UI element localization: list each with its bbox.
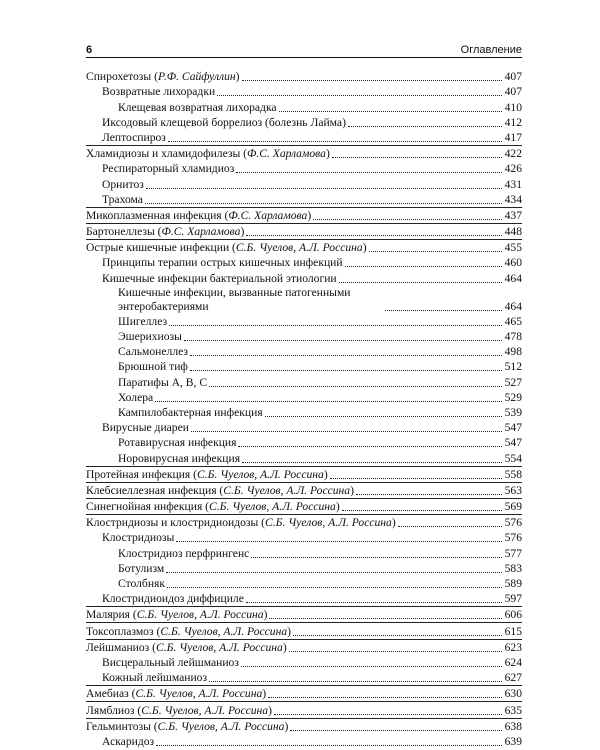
toc-entry-close-paren: )	[263, 608, 268, 622]
toc-entry-author: С.Б. Чуелов, А.Л. Россина	[160, 624, 288, 638]
toc-entry[interactable]	[86, 718, 522, 734]
toc-entry-page: 623	[504, 640, 522, 654]
toc-entry-text: Протейная инфекция (	[86, 467, 198, 481]
dot-leader	[169, 324, 502, 326]
dot-leader	[190, 354, 502, 356]
toc-entry-title	[102, 162, 234, 176]
toc-entry-author: С.Б. Чуелов, А.Л. Россина	[265, 516, 392, 530]
toc-entry-title	[86, 516, 396, 530]
toc-entry-text: Возвратные лихорадки	[102, 85, 216, 99]
toc-entry[interactable]	[86, 145, 522, 161]
toc-entry-text: Столбняк	[118, 577, 165, 590]
toc-entry-author: Ф.С. Харламова	[161, 225, 241, 239]
toc-entry[interactable]	[86, 176, 522, 191]
toc-entry-title	[118, 315, 167, 329]
dot-leader	[369, 250, 502, 252]
toc-entry-title	[118, 391, 153, 405]
dot-leader	[209, 385, 502, 387]
toc-entry-page: 624	[504, 655, 522, 669]
toc-entry[interactable]	[86, 84, 522, 99]
table-of-contents	[86, 69, 522, 749]
toc-entry[interactable]	[86, 450, 522, 465]
page-number: 6	[86, 44, 93, 56]
toc-entry-text: Хламидиозы и хламидофилезы (	[86, 147, 247, 161]
toc-entry-close-paren: )	[262, 687, 267, 701]
toc-entry[interactable]	[86, 514, 522, 530]
toc-entry[interactable]	[86, 655, 522, 670]
dot-leader	[167, 586, 502, 588]
toc-entry[interactable]	[86, 374, 522, 389]
toc-entry-title	[118, 436, 236, 450]
toc-entry-title	[86, 720, 288, 734]
toc-entry-page: 422	[504, 147, 522, 161]
toc-entry-author: С.Б. Чуелов, А.Л. Россина	[136, 608, 264, 622]
dot-leader	[191, 430, 502, 432]
toc-entry-page: 417	[504, 130, 522, 144]
toc-entry-page: 407	[504, 70, 522, 84]
toc-entry[interactable]	[86, 561, 522, 576]
toc-entry-title	[118, 286, 383, 314]
toc-entry-page: 512	[504, 360, 522, 374]
dot-leader	[190, 369, 502, 371]
toc-entry-title	[118, 452, 240, 466]
toc-entry-text: Холера	[118, 390, 154, 404]
dot-leader	[246, 601, 502, 603]
dot-leader	[184, 339, 502, 341]
toc-entry-close-paren: )	[240, 225, 245, 239]
toc-entry-page: 597	[504, 592, 522, 606]
dot-leader	[313, 218, 502, 220]
dot-leader	[356, 493, 502, 495]
toc-entry-page: 638	[504, 719, 522, 733]
dot-leader	[166, 571, 502, 573]
toc-entry-page: 478	[504, 330, 522, 343]
toc-entry[interactable]	[86, 420, 522, 435]
toc-entry-text: Бартонеллезы (	[86, 225, 162, 239]
toc-entry[interactable]	[86, 622, 522, 638]
toc-entry-page: 630	[504, 687, 522, 701]
toc-entry-title	[102, 193, 143, 207]
dot-leader	[265, 415, 502, 417]
toc-entry-page: 558	[504, 467, 522, 481]
toc-entry-page: 639	[504, 734, 522, 748]
dot-leader	[246, 234, 502, 236]
toc-entry-page: 554	[504, 451, 522, 465]
toc-entry-title	[118, 406, 263, 420]
toc-entry-close-paren: )	[335, 500, 340, 514]
dot-leader	[242, 79, 502, 81]
toc-entry[interactable]	[86, 69, 522, 84]
toc-entry-text: Кишечные инфекции, вызванные патогенными энтеробактериями	[118, 285, 351, 313]
toc-entry-title	[86, 70, 240, 84]
toc-entry-close-paren: )	[235, 70, 240, 84]
toc-entry-page: 635	[504, 703, 522, 717]
toc-entry-title	[86, 687, 266, 701]
toc-entry-title	[86, 147, 330, 161]
toc-entry-close-paren: )	[325, 147, 330, 161]
toc-entry-page: 498	[504, 345, 522, 359]
toc-entry-text: Принципы терапии острых кишечных инфекций	[102, 256, 343, 270]
dot-leader	[168, 140, 502, 142]
toc-entry-author: С.Б. Чуелов, А.Л. Россина	[209, 500, 336, 514]
dot-leader	[269, 617, 502, 619]
dot-leader	[236, 171, 502, 173]
toc-entry-page: 434	[504, 192, 522, 206]
toc-entry-text: Лептоспироз	[102, 130, 166, 144]
toc-entry[interactable]	[86, 161, 522, 176]
toc-entry-page: 529	[504, 390, 522, 404]
toc-entry-text: Спирохетозы (	[86, 70, 158, 84]
dot-leader	[217, 94, 502, 96]
toc-entry-author: Р.Ф. Сайфуллин	[157, 70, 236, 84]
toc-entry-text: Кишечные инфекции бактериальной этиологии	[102, 271, 337, 285]
toc-entry-text: Трахома	[102, 192, 143, 206]
toc-entry-page: 410	[504, 100, 522, 114]
toc-entry[interactable]	[86, 99, 522, 114]
toc-entry[interactable]	[86, 314, 522, 329]
toc-entry[interactable]	[86, 130, 522, 145]
dot-leader	[339, 281, 502, 283]
toc-entry-close-paren: )	[282, 640, 287, 654]
toc-entry-text: Клебсиеллезная инфекция (	[86, 483, 224, 497]
toc-entry-title	[102, 531, 174, 545]
toc-entry-title	[102, 256, 343, 270]
toc-entry-author: С.Б. Чуелов, А.Л. Россина	[156, 640, 283, 654]
toc-entry-page: 627	[504, 671, 522, 685]
toc-entry-text: Кожный лейшманиоз	[102, 671, 208, 685]
toc-entry-author: С.Б. Чуелов, А.Л. Россина	[223, 483, 351, 497]
toc-entry-title	[86, 625, 291, 639]
toc-entry-page: 412	[504, 115, 522, 129]
toc-entry-text: Острые кишечные инфекции (	[86, 241, 236, 255]
toc-entry[interactable]	[86, 498, 522, 514]
toc-entry[interactable]	[86, 482, 522, 498]
toc-entry-page: 465	[504, 314, 522, 328]
toc-entry-author: С.Б. Чуелов, А.Л. Россина	[235, 241, 363, 255]
dot-leader	[289, 650, 502, 652]
toc-entry-title	[86, 500, 340, 514]
header-rule	[86, 57, 522, 58]
toc-entry-text: Ботулизм	[118, 561, 165, 575]
toc-entry-text: Шигеллез	[118, 314, 168, 328]
toc-entry-page: 431	[504, 177, 522, 191]
toc-entry[interactable]	[86, 606, 522, 622]
toc-entry-close-paren: )	[284, 719, 289, 733]
toc-entry-close-paren: )	[391, 516, 396, 530]
toc-entry-author: С.Б. Чуелов, А.Л. Россина	[135, 687, 263, 701]
toc-entry-text: Клостридиозы	[102, 531, 175, 545]
toc-entry[interactable]	[86, 390, 522, 405]
toc-entry-text: Сальмонеллез	[118, 345, 188, 359]
toc-entry-page: 589	[504, 577, 522, 590]
toc-entry-title	[118, 376, 207, 390]
toc-entry-text: Лямблиоз (	[86, 703, 142, 717]
toc-entry-page: 464	[504, 271, 522, 285]
toc-entry-close-paren: )	[362, 241, 367, 255]
toc-entry-page: 407	[504, 85, 522, 99]
toc-entry[interactable]	[86, 639, 522, 655]
toc-entry-text: Норовирусная инфекция	[118, 451, 241, 465]
toc-entry-page: 577	[504, 546, 522, 560]
toc-entry-text: Токсоплазмоз (	[86, 624, 161, 638]
toc-entry-text: Клостридиоз перфрингенс	[118, 546, 250, 560]
toc-entry-text: Лейшманиоз (	[86, 640, 157, 654]
toc-entry-author: Ф.С. Харламова	[228, 208, 308, 222]
toc-entry-page: 539	[504, 405, 522, 419]
toc-entry-text: Эшерихиозы	[118, 330, 182, 343]
toc-entry-title	[118, 562, 164, 576]
toc-entry-text: Синегнойная инфекция (	[86, 500, 210, 514]
toc-entry-title	[86, 704, 272, 718]
toc-entry[interactable]	[86, 344, 522, 359]
toc-entry[interactable]	[86, 435, 522, 450]
toc-entry-text: Амебиаз (	[86, 687, 136, 701]
toc-entry-page: 576	[504, 516, 522, 530]
toc-entry-page: 569	[504, 500, 522, 514]
dot-leader	[330, 477, 502, 479]
toc-entry[interactable]	[86, 576, 522, 591]
toc-entry-close-paren: )	[350, 483, 354, 497]
dot-leader	[348, 125, 502, 127]
toc-entry[interactable]	[86, 329, 522, 344]
toc-entry-text: Кампилобактерная инфекция	[118, 405, 263, 419]
dot-leader	[176, 540, 502, 542]
toc-entry-title	[102, 656, 239, 670]
toc-entry-title	[102, 131, 166, 145]
toc-entry-text: Гельминтозы (	[86, 719, 158, 733]
toc-entry-text: Респираторный хламидиоз	[102, 162, 235, 176]
toc-entry-page: 615	[504, 624, 522, 638]
toc-entry-text: Вирусные диареи	[102, 421, 189, 435]
toc-entry-author: Ф.С. Харламова	[247, 147, 326, 161]
toc-entry-page: 455	[504, 241, 522, 255]
toc-entry-close-paren: )	[268, 703, 272, 717]
toc-entry-title	[86, 641, 287, 655]
toc-entry[interactable]	[86, 591, 522, 606]
toc-entry-page: 448	[504, 225, 522, 239]
dot-leader	[332, 156, 502, 158]
toc-entry-page: 583	[504, 561, 522, 575]
toc-entry-title	[102, 85, 215, 99]
dot-leader	[279, 110, 502, 112]
toc-entry-title	[118, 577, 165, 591]
dot-leader	[156, 744, 502, 746]
dot-leader	[293, 634, 502, 636]
toc-entry-text: Микоплазменная инфекция (	[86, 208, 229, 222]
toc-entry[interactable]	[86, 545, 522, 560]
toc-entry-title	[102, 116, 346, 130]
toc-entry-title	[86, 484, 354, 498]
dot-leader	[251, 556, 502, 558]
toc-entry[interactable]	[86, 239, 522, 255]
dot-leader	[345, 265, 502, 267]
toc-entry-text: Орнитоз	[102, 177, 144, 191]
toc-entry-page: 437	[504, 208, 522, 222]
dot-leader	[209, 680, 502, 682]
toc-entry-close-paren: )	[323, 467, 328, 481]
toc-entry[interactable]	[86, 270, 522, 285]
dot-leader	[274, 713, 502, 715]
toc-entry-page: 426	[504, 162, 522, 176]
dot-leader	[290, 729, 502, 731]
toc-entry[interactable]	[86, 286, 522, 314]
toc-entry[interactable]	[86, 466, 522, 482]
dot-leader	[242, 461, 502, 463]
toc-entry-title	[118, 345, 188, 359]
dot-leader	[155, 400, 502, 402]
toc-entry-page: 576	[504, 531, 522, 545]
toc-entry-page: 606	[504, 608, 522, 622]
running-header	[86, 40, 522, 58]
toc-entry-page: 460	[504, 256, 522, 270]
dot-leader	[238, 445, 502, 447]
toc-entry-page: 563	[504, 483, 522, 497]
toc-entry-text: Висцеральный лейшманиоз	[102, 655, 239, 669]
toc-entry-title	[118, 330, 182, 344]
toc-entry-author: С.Б. Чуелов, А.Л. Россина	[141, 703, 269, 717]
header-title: Оглавление	[460, 44, 522, 56]
toc-entry[interactable]	[86, 359, 522, 374]
dot-leader	[385, 309, 502, 311]
toc-entry-title	[86, 225, 244, 239]
toc-entry-text: Клостридиоидоз диффициле	[102, 592, 244, 606]
toc-entry-title	[102, 178, 144, 192]
toc-entry-page: 547	[504, 421, 522, 435]
toc-entry-title	[86, 608, 267, 622]
dot-leader	[398, 525, 502, 527]
toc-entry-text: Брюшной тиф	[118, 360, 188, 374]
toc-entry-title	[86, 468, 328, 482]
toc-entry-title	[102, 421, 189, 435]
toc-entry[interactable]	[86, 701, 522, 717]
toc-entry-page: 527	[504, 375, 522, 389]
toc-entry-text: Малярия (	[86, 608, 137, 622]
dot-leader	[146, 187, 502, 189]
toc-entry-title	[86, 209, 311, 223]
toc-entry[interactable]	[86, 192, 522, 207]
toc-entry[interactable]	[86, 207, 522, 223]
toc-entry-title	[102, 272, 337, 286]
toc-entry-title	[86, 241, 367, 255]
toc-entry-title	[118, 101, 277, 115]
toc-entry-close-paren: )	[307, 208, 312, 222]
toc-entry[interactable]	[86, 405, 522, 420]
toc-entry-author: С.Б. Чуелов, А.Л. Россина	[197, 467, 324, 481]
toc-entry-title	[118, 547, 249, 561]
toc-entry-page: 547	[504, 436, 522, 450]
toc-entry[interactable]	[86, 670, 522, 685]
toc-entry-title	[102, 671, 207, 685]
toc-entry-text: Ротавирусная инфекция	[118, 436, 237, 450]
toc-entry[interactable]	[86, 685, 522, 701]
toc-entry-title	[102, 735, 154, 749]
toc-entry-text: Аскаридоз	[102, 734, 155, 748]
toc-entry-text: Клещевая возвратная лихорадка	[118, 100, 277, 114]
toc-entry-title	[102, 592, 244, 606]
dot-leader	[268, 696, 502, 698]
dot-leader	[342, 509, 502, 511]
toc-entry[interactable]	[86, 530, 522, 545]
toc-entry-text: Паратифы A, B, C	[118, 375, 208, 389]
toc-entry[interactable]	[86, 734, 522, 749]
toc-entry-text: Иксодовый клещевой боррелиоз (болезнь Лайма)	[102, 115, 346, 129]
toc-entry-page: 464	[504, 299, 522, 313]
dot-leader	[241, 665, 502, 667]
toc-entry-title	[118, 360, 188, 374]
toc-entry-text: Клостридиозы и клостридиоидозы (	[86, 516, 266, 530]
toc-entry[interactable]	[86, 223, 522, 239]
toc-entry-author: С.Б. Чуелов, А.Л. Россина	[157, 719, 285, 733]
toc-entry[interactable]	[86, 115, 522, 130]
toc-entry[interactable]	[86, 255, 522, 270]
dot-leader	[145, 202, 502, 204]
toc-entry-close-paren: )	[287, 624, 292, 638]
